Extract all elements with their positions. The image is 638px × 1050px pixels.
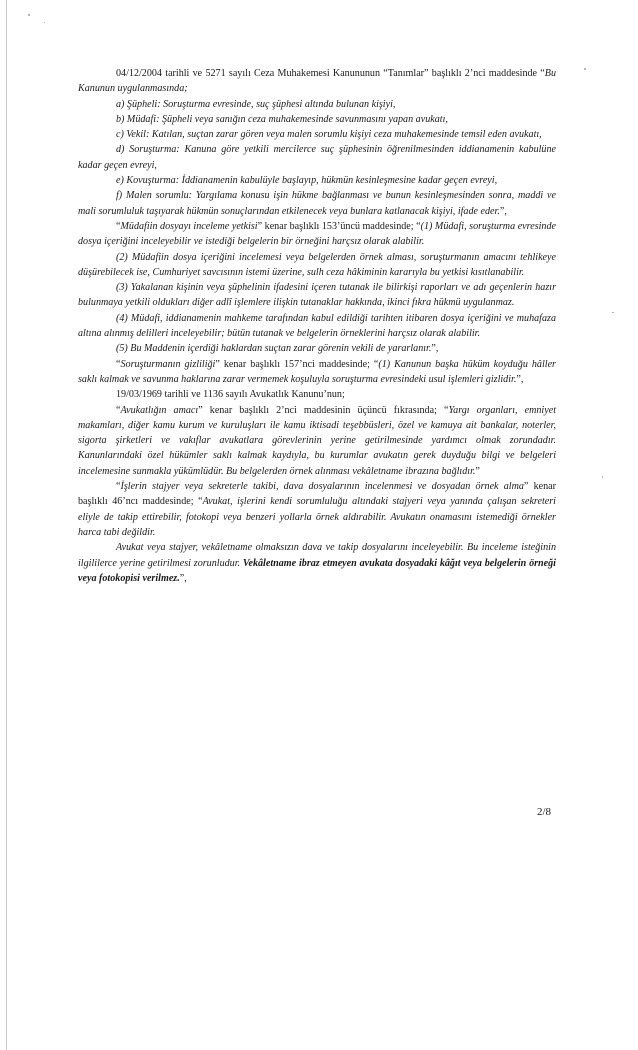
text-run: Müdafiin dosyayı inceleme yetkisi xyxy=(120,220,258,232)
text-run: İşlerin stajyer veya sekreterle takibi, dava dosyalarının incelenmesi ve dosyadan örnek alma xyxy=(120,481,524,493)
text-run: ” kenar başlıklı 46’ncı maddesinde; “ xyxy=(78,481,556,508)
text-run: Soruşturmanın gizliliği xyxy=(120,358,216,370)
scan-left-edge xyxy=(6,0,7,1050)
text-run: “ xyxy=(116,481,121,493)
text-run: Avukat veya stajyer, vekâletname olmaksızın dava ve takip dosyalarını inceleyebilir. Bu inceleme isteğinin ilgililerce yerine getirilmesi zorunludur. xyxy=(78,542,556,569)
text-run: e) Kovuşturma: İddianamenin kabulüyle başlayıp, hükmün kesinleşmesine kadar geçen evreyi, xyxy=(116,175,498,187)
body-paragraph xyxy=(78,403,556,479)
text-run: “ xyxy=(116,358,121,370)
text-run: “ xyxy=(116,220,121,232)
text-run: ” xyxy=(475,465,480,477)
body-paragraph xyxy=(78,357,556,388)
text-run: (1) Müdafi, soruşturma evresinde dosya içeriğini inceleyebilir ve istediği belgelerin bir örneğini harçsız olarak alabilir. xyxy=(78,220,556,248)
text-run: (1) Kanunun başka hüküm koyduğu hâller saklı kalmak ve savunma haklarına zarar vermemek koşuluyla soruşturma evresindeki usul işlemleri gizlidir. xyxy=(78,358,556,385)
scan-speck xyxy=(584,68,586,70)
text-run: Vekâletname ibraz etmeyen avukata dosyadaki kâğıt veya belgelerin örneği veya fotokopisi verilmez. xyxy=(78,557,556,584)
page-number: 2/8 xyxy=(537,806,552,818)
text-run: ”, xyxy=(179,572,187,584)
text-run: ”, xyxy=(499,205,507,217)
body-paragraph xyxy=(78,112,556,127)
text-run: (4) Müdafi, iddianamenin mahkeme tarafından kabul edildiği tarihten itibaren dosya içeriğini ve muhafaza altına alınmış delilleri inceleyebilir; bütün tutanak ve belgelerin örneklerini harçsız olarak alabilir. xyxy=(78,312,556,340)
text-run: a) Şüpheli: Soruşturma evresinde, suç şüphesi altında bulunan kişiyi, xyxy=(116,98,396,110)
scan-speck xyxy=(44,22,45,23)
body-paragraph xyxy=(78,250,556,281)
text-run: (2) Müdafiin dosya içeriğini incelemesi veya belgelerden örnek alması, soruşturmanın amacını tehlikeye düşürebilecek ise, Cumhuriyet savcısının istemi üzerine, sulh ceza hâkiminin kararıyla bu yetkisi kısıtlanabilir. xyxy=(78,251,556,278)
body-paragraph xyxy=(78,142,556,173)
text-run: ” kenar başlıklı 157’nci maddesinde; “ xyxy=(215,358,379,370)
text-run: 04/12/2004 tarihli ve 5271 sayılı Ceza Muhakemesi Kanununun “Tanımlar” başlıklı 2’nci maddesinde “ xyxy=(116,68,545,79)
text-run: “ xyxy=(116,404,121,416)
text-run: ” kenar başlıklı 153’üncü maddesinde; “ xyxy=(257,220,421,232)
body-paragraph xyxy=(78,540,556,586)
scan-speck xyxy=(612,312,614,313)
text-run: Bu Kanunun uygulanmasında; xyxy=(78,68,556,95)
text-run: d) Soruşturma: Kanuna göre yetkili mercilerce suç şüphesinin öğrenilmesinden iddianamenin kabulüne kadar geçen evreyi, xyxy=(78,144,556,171)
body-paragraph xyxy=(78,127,556,142)
text-run: Avukat, işlerini kendi sorumluluğu altındaki stajyeri veya yanında çalışan sekreteri eliyle de takip ettirebilir, fotokopi veya benzeri yollarla örnek aldırabilir. Avukatın onamasını istemediği örnekler harca tabi değildir. xyxy=(78,496,556,538)
scan-speck xyxy=(602,476,603,478)
body-paragraph xyxy=(78,219,556,250)
body-paragraph xyxy=(78,387,556,402)
body-paragraph xyxy=(78,280,556,311)
body-paragraph xyxy=(78,341,556,356)
text-run: Yargı organları, emniyet makamları, diğer kamu kurum ve kuruluşları ile kamu iktisadi teşebbüsleri, özel ve kamuya ait bankalar, noterler, sigorta şirketleri ve vakıflar avukatlara görevlerinin yerine getirilmesinde yardımcı olmak zorundadır. Kanunlarındaki özel hükümler saklı kalmak kaydıyla, bu kurumlar avukatın gerek duyduğu bilgi ve belgeleri incelemesine sunmakla yükümlüdür. Bu belgelerden örnek alınması vekâletname ibrazına bağlıdır. xyxy=(78,404,556,477)
body-paragraph xyxy=(78,173,556,188)
body-paragraph xyxy=(78,479,556,540)
text-run: (3) Yakalanan kişinin veya şüphelinin ifadesini içeren tutanak ile bilirkişi raporları ve adı geçenlerin hazır bulunmaya yetkili oldukları diğer adlî işlemlere ilişkin tutanaklar hakkında, ikinci fıkra hükmü uygulanmaz. xyxy=(78,282,556,309)
scan-speck xyxy=(28,14,30,16)
document-body xyxy=(78,66,556,586)
body-paragraph xyxy=(78,97,556,112)
body-paragraph xyxy=(78,188,556,219)
body-paragraph xyxy=(78,311,556,342)
text-run: f) Malen sorumlu: Yargılama konusu işin hükme bağlanması ve bunun kesinleşmesinden sonra, maddi ve mali sorumluluk taşıyarak hükmün sonuçlarından etkilenecek veya bunlara katlanacak kişiyi, ifade eder. xyxy=(78,190,556,217)
text-run: Avukatlığın amacı xyxy=(120,404,199,416)
text-run: b) Müdafi: Şüpheli veya sanığın ceza muhakemesinde savunmasını yapan avukatı, xyxy=(116,113,448,125)
text-run: c) Vekil: Katılan, suçtan zarar gören veya malen sorumlu kişiyi ceza muhakemesinde temsil eden avukatı, xyxy=(116,129,542,141)
text-run: ” kenar başlıklı 2’nci maddesinin üçüncü fıkrasında; “ xyxy=(198,404,449,416)
text-run: ”, xyxy=(431,343,439,355)
text-run: (5) Bu Maddenin içerdiği haklardan suçtan zarar görenin vekili de yararlanır. xyxy=(116,343,432,355)
text-run: 19/03/1969 tarihli ve 1136 sayılı Avukatlık Kanunu’nun; xyxy=(116,389,345,401)
text-run: ”, xyxy=(516,373,524,385)
body-paragraph xyxy=(78,66,556,97)
